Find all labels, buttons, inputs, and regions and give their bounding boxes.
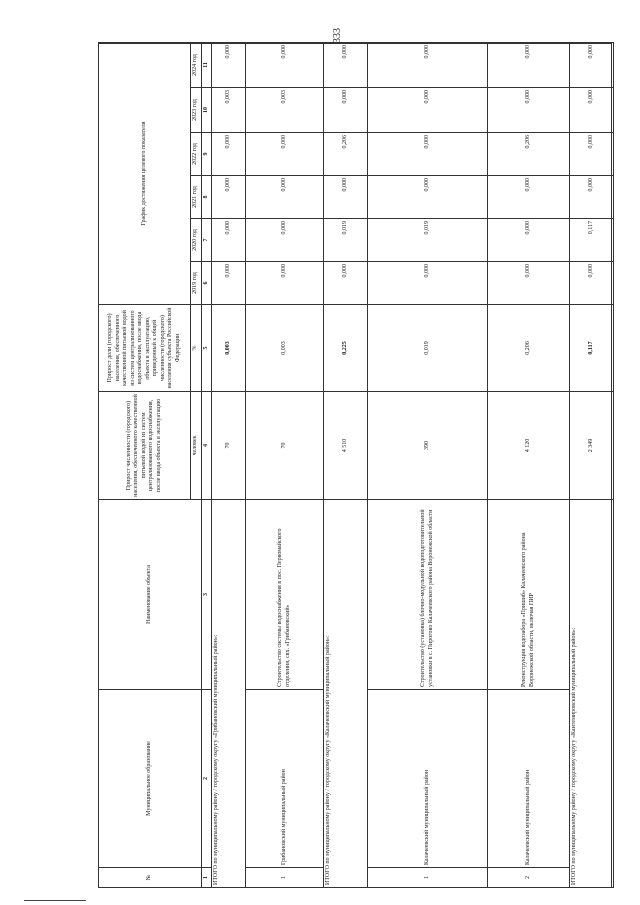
year-value: 0,003 <box>246 88 324 133</box>
row-num: 2 <box>488 868 570 888</box>
year-value: 0,000 <box>246 133 324 176</box>
col-number: 11 <box>201 42 212 87</box>
col-number: 7 <box>201 219 212 262</box>
year-2024: 2024 год <box>191 42 202 87</box>
row-share: 0,003 <box>246 305 324 392</box>
year-value: 0,000 <box>570 133 614 176</box>
year-value: 0,019 <box>368 219 488 262</box>
row-share: 0,206 <box>488 305 570 392</box>
total-share: 0,225 <box>324 305 368 392</box>
year-2023: 2023 год <box>191 88 202 133</box>
unit-pct: % <box>191 305 202 392</box>
year-value: 0,000 <box>570 42 614 87</box>
total-label: ИТОГО по муниципальному району / городскому округу «Грибановский муниципальный район»: <box>212 500 246 888</box>
year-2020: 2020 год <box>191 219 202 262</box>
row-share: 0,019 <box>368 305 488 392</box>
year-value: 0,000 <box>212 262 246 305</box>
year-value: 0,000 <box>368 176 488 219</box>
row-num: 1 <box>246 868 324 888</box>
col-number: 3 <box>201 500 212 690</box>
year-value: 0,000 <box>212 133 246 176</box>
year-value: 0,000 <box>212 219 246 262</box>
col-number: 1 <box>201 868 212 888</box>
year-value: 0,206 <box>488 133 570 176</box>
row-people: 70 <box>246 392 324 500</box>
year-value: 0,000 <box>246 262 324 305</box>
col-number: 4 <box>201 392 212 500</box>
header-growth-people: Прирост численности (городского) населения, обеспеченного качественной питьевой водой из систем централизованного водоснабжения, после ввода объекта в эксплуатацию <box>99 392 191 500</box>
year-value: 0,000 <box>488 262 570 305</box>
year-value: 0,000 <box>570 262 614 305</box>
year-value: 0,206 <box>324 133 368 176</box>
col-number: 9 <box>201 133 212 176</box>
year-2022: 2022 год <box>191 133 202 176</box>
year-value: 0,000 <box>246 219 324 262</box>
year-2019: 2019 год <box>191 262 202 305</box>
col-number: 5 <box>201 305 212 392</box>
page-number: 333 <box>332 28 343 43</box>
year-value: 0,000 <box>488 176 570 219</box>
year-value: 0,000 <box>246 42 324 87</box>
year-value: 0,000 <box>324 176 368 219</box>
year-value: 0,000 <box>488 219 570 262</box>
year-value: 0,000 <box>324 262 368 305</box>
year-value: 0,000 <box>212 42 246 87</box>
header-num: № <box>99 868 202 888</box>
year-value: 0,019 <box>324 219 368 262</box>
year-value: 0,000 <box>212 176 246 219</box>
year-value: 0,000 <box>488 42 570 87</box>
year-value: 0,000 <box>324 42 368 87</box>
col-number: 2 <box>201 690 212 868</box>
year-value: 0,117 <box>570 219 614 262</box>
year-value: 0,000 <box>570 88 614 133</box>
year-value: 0,000 <box>570 176 614 219</box>
row-people: 390 <box>368 392 488 500</box>
row-municipality: Калачеевский муниципальный район <box>488 690 570 868</box>
footnote-rule <box>24 900 86 901</box>
total-people: 2 349 <box>570 392 614 500</box>
unit-people: человек <box>191 392 202 500</box>
row-municipality: Калачеевский муниципальный район <box>368 690 488 868</box>
rotated-table-container <box>98 43 612 888</box>
row-object: Строительство системы водоснабжения в пос. Первомайского отделения, свх. «Грибановский» <box>246 500 324 690</box>
row-object: Реконструкция водозабора «Пришиб» Калачеевского района Воронежской области, включая ПИР <box>488 500 570 690</box>
row-num: 1 <box>368 868 488 888</box>
year-2021: 2021 год <box>191 176 202 219</box>
year-value: 0,000 <box>368 88 488 133</box>
row-people: 4 120 <box>488 392 570 500</box>
total-people: 4 510 <box>324 392 368 500</box>
row-object: Строительство (установка) блочно-модульной водоподготовительной установки в с. Пирогово Калачеевского района Воронежской области <box>368 500 488 690</box>
header-schedule: График достижения целевого показателя <box>99 42 191 304</box>
total-people: 70 <box>212 392 246 500</box>
col-number: 10 <box>201 88 212 133</box>
year-value: 0,000 <box>368 42 488 87</box>
total-share: 0,117 <box>570 305 614 392</box>
year-value: 0,000 <box>488 88 570 133</box>
col-number: 8 <box>201 176 212 219</box>
year-value: 0,003 <box>212 88 246 133</box>
header-municipality: Муниципальное образование <box>99 690 202 868</box>
total-share: 0,003 <box>212 305 246 392</box>
total-label: ИТОГО по муниципальному району / городскому округу «Кантемировский муниципальный район»: <box>570 500 614 888</box>
total-label: ИТОГО по муниципальному району / городскому округу «Калачеевский муниципальный район»: <box>324 500 368 888</box>
col-number: 6 <box>201 262 212 305</box>
year-value: 0,000 <box>368 262 488 305</box>
header-object: Наименование объекта <box>99 500 202 690</box>
year-value: 0,000 <box>324 88 368 133</box>
year-value: 0,000 <box>246 176 324 219</box>
row-municipality: Грибановский муниципальный район <box>246 690 324 868</box>
header-growth-share: Прирост доли (городского) населения, обеспеченного качественной питьевой водой из систем централизованного водоснабжения, после ввода объекта в эксплуатацию, приведенный к общей численности (городского) населения субъекта Российской Федерации <box>99 305 191 392</box>
year-value: 0,000 <box>368 133 488 176</box>
target-indicator-table <box>98 42 614 888</box>
